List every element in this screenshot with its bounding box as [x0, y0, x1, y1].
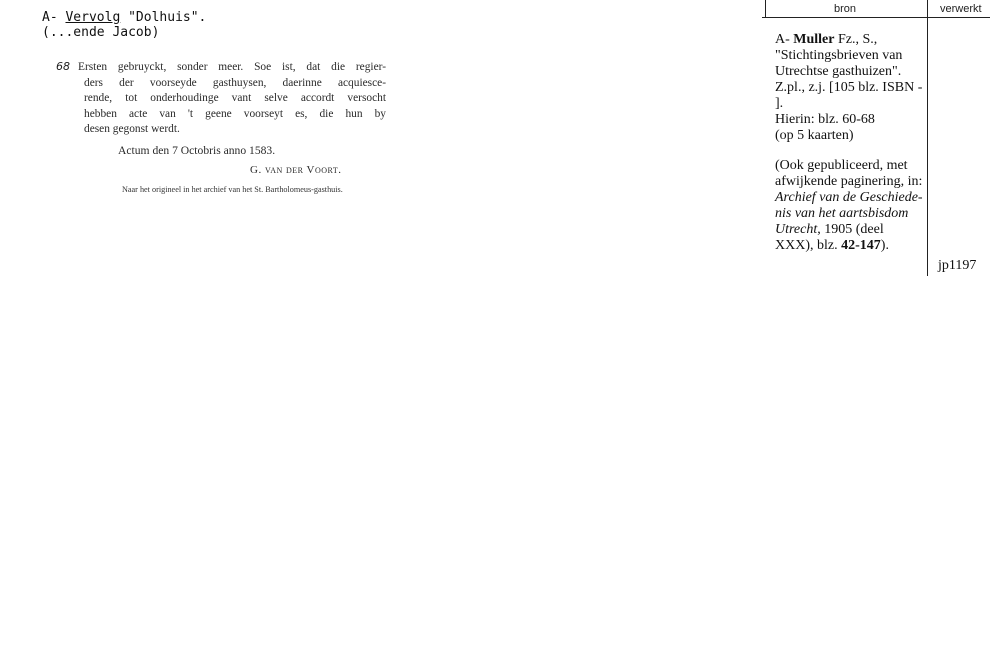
- entry-line-6: Hierin: blz. 60-68: [775, 112, 875, 127]
- heading-line-2: (...ende Jacob): [42, 25, 160, 40]
- bibliography-entry: [775, 32, 925, 254]
- column-header-verwerkt: verwerkt: [940, 3, 982, 15]
- entry-line-4: Z.pl., z.j. [105 blz. ISBN -: [775, 80, 923, 95]
- entry-author: Muller: [793, 32, 835, 47]
- table-column-divider: [927, 0, 928, 276]
- heading-title: "Dolhuis".: [120, 10, 207, 25]
- column-header-bron: bron: [834, 3, 857, 15]
- printed-excerpt: [58, 60, 386, 138]
- entry-place-italic: Utrecht: [775, 222, 818, 237]
- entry-line-11: nis van het aartsbisdom: [775, 206, 909, 221]
- document-code: jp1197: [938, 258, 977, 273]
- entry-line-9: afwijkende paginering, in:: [775, 174, 923, 189]
- entry-prefix: A-: [775, 32, 794, 47]
- entry-author-rest: Fz., S.,: [834, 32, 878, 47]
- excerpt-line-3: rende, tot onderhoudinge vant selve accordt versocht: [84, 92, 386, 105]
- table-header-rule: [762, 17, 990, 18]
- source-note: Naar het origineel in het archief van het St. Bartholomeus-gasthuis.: [122, 185, 343, 194]
- excerpt-line-4: hebben acte van 't geene voorseyt es, die hun by: [84, 107, 386, 120]
- entry-line-12: [775, 222, 925, 238]
- excerpt-line-1: Ersten gebruyckt, sonder meer. Soe ist, dat die regier-: [78, 61, 386, 73]
- entry-line-10: Archief van de Geschiede-: [775, 190, 923, 205]
- entry-volume: XXX), blz.: [775, 238, 842, 253]
- entry-pages: 42-147: [841, 238, 881, 253]
- table-left-rule: [765, 0, 766, 18]
- entry-line-1: [775, 32, 925, 48]
- entry-close: ).: [880, 238, 889, 253]
- excerpt-line-5: desen gegonst werdt.: [84, 123, 180, 136]
- entry-line-13: [775, 238, 925, 254]
- entry-line-5: ].: [775, 96, 784, 111]
- heading-line-1: [42, 10, 206, 25]
- entry-line-8: (Ook gepubliceerd, met: [775, 158, 908, 173]
- excerpt-line-2: ders der voorseyde gasthuysen, daerinne acquiesce-: [84, 76, 386, 89]
- heading-prefix: A-: [42, 10, 66, 25]
- actum-date: Actum den 7 Octobris anno 1583.: [118, 144, 276, 157]
- entry-spacer: [775, 144, 925, 158]
- entry-year: , 1905 (deel: [817, 222, 884, 237]
- document-heading: [42, 10, 206, 40]
- entry-line-3: Utrechtse gasthuizen".: [775, 64, 902, 79]
- signer: G. van der Voort.: [250, 164, 342, 176]
- heading-vervolg: Vervolg: [65, 10, 121, 25]
- entry-line-2: "Stichtingsbrieven van: [775, 48, 903, 63]
- note-number: 68: [56, 60, 70, 73]
- entry-line-7: (op 5 kaarten): [775, 128, 854, 143]
